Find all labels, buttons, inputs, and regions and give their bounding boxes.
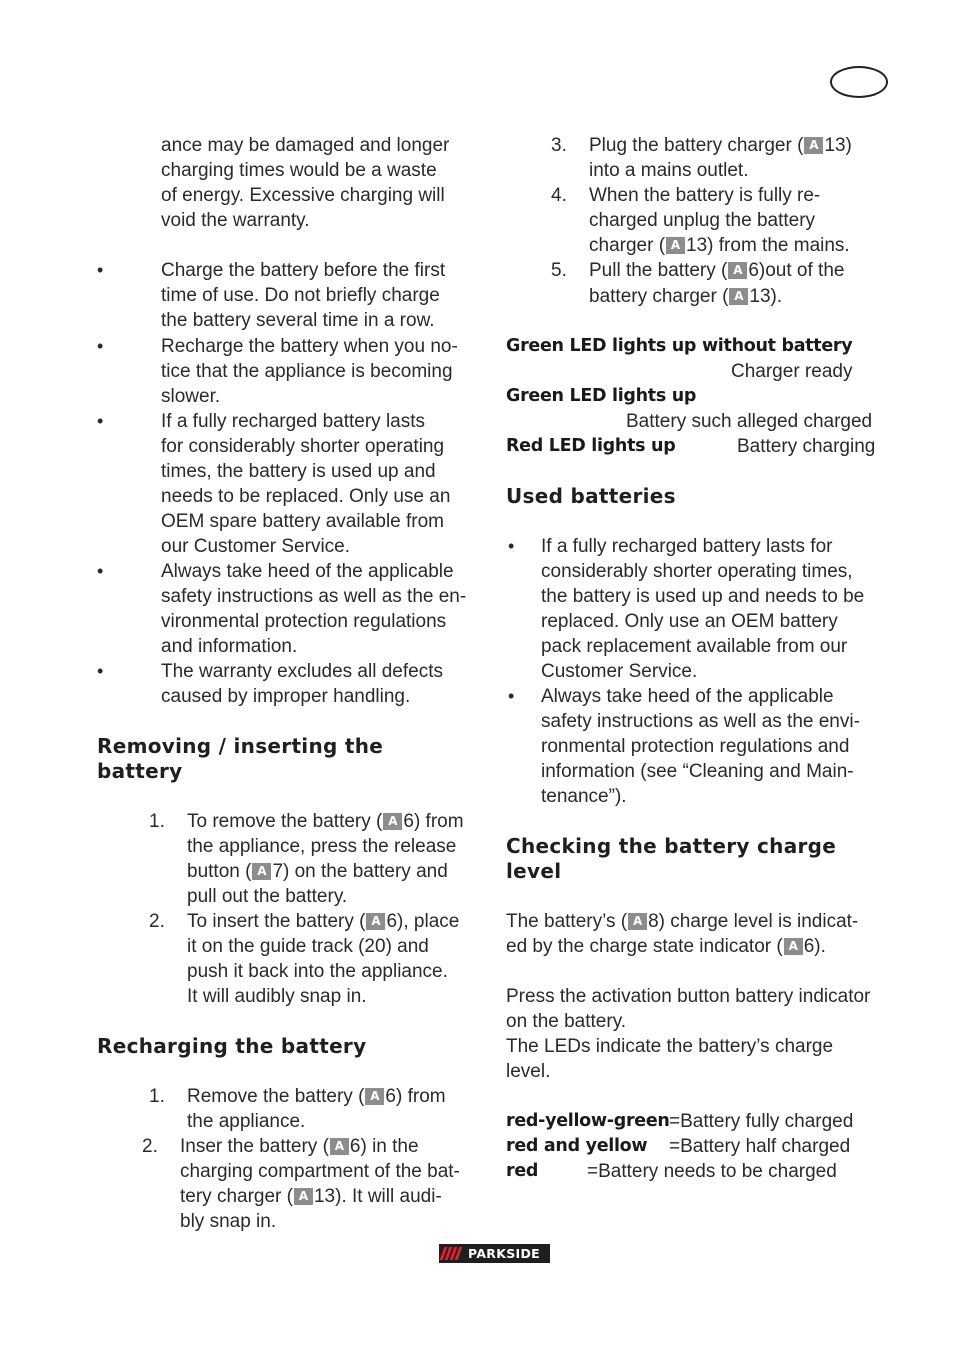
bullet-line: vironmental protection regulations — [161, 611, 447, 632]
bullet-line: The warranty excludes all defects — [161, 661, 443, 682]
step-line: the appliance, press the release — [187, 836, 457, 857]
bullet-dot: • — [508, 686, 515, 706]
bullet-line: OEM spare battery available from — [161, 511, 445, 532]
bullet-dot: • — [97, 336, 104, 356]
intro-line: charging times would be a waste — [161, 160, 437, 181]
step-line: Plug the battery charger ( A 13) — [589, 135, 852, 156]
paragraph-line: ed by the charge state indicator ( A 6). — [506, 936, 826, 957]
step-line: To remove the battery ( A 6) from — [187, 811, 464, 832]
step-number: 1. — [149, 811, 165, 832]
section-heading-checking: level — [506, 859, 562, 883]
led-label-green: Green LED lights up — [506, 386, 697, 406]
figure-a-icon: A — [728, 262, 747, 279]
level-desc: =Battery needs to be charged — [587, 1161, 837, 1182]
bullet-line: information (see “Cleaning and Main- — [541, 761, 854, 782]
led-desc-charger-ready: Charger ready — [731, 361, 853, 382]
step-number: 2. — [142, 1136, 158, 1157]
bullet-line: considerably shorter operating times, — [541, 561, 853, 582]
step-line: Inser the battery ( A 6) in the — [180, 1136, 419, 1157]
figure-a-icon: A — [784, 938, 803, 955]
bullet-line: safety instructions as well as the envi- — [541, 711, 860, 732]
led-desc-battery-charging: Battery charging — [737, 436, 876, 457]
step-line: Pull the battery ( A 6)out of the — [589, 260, 845, 281]
bullet-dot: • — [508, 536, 515, 556]
bullet-line: the battery several time in a row. — [161, 310, 435, 331]
step-line: To insert the battery ( A 6), place — [187, 911, 460, 932]
bullet-dot: • — [97, 561, 104, 581]
step-line: Remove the battery ( A 6) from — [187, 1086, 446, 1107]
logo-stripes-icon — [439, 1244, 468, 1263]
figure-a-icon: A — [365, 1088, 384, 1105]
bullet-line: caused by improper handling. — [161, 686, 411, 707]
bullet-line: If a fully recharged battery lasts for — [541, 536, 833, 557]
bullet-line: ronmental protection regulations and — [541, 736, 850, 757]
figure-a-icon: A — [628, 913, 647, 930]
figure-a-icon: A — [252, 863, 271, 880]
bullet-line: Charge the battery before the first — [161, 260, 446, 281]
step-line: It will audibly snap in. — [187, 986, 367, 1007]
paragraph-line: The LEDs indicate the battery’s charge — [506, 1036, 834, 1057]
step-line: tery charger ( A 13). It will audi- — [180, 1186, 442, 1207]
figure-a-icon: A — [666, 237, 685, 254]
section-heading-used-batteries: Used batteries — [506, 484, 676, 508]
step-line: button ( A 7) on the battery and — [187, 861, 448, 882]
step-line: When the battery is fully re- — [589, 185, 821, 206]
led-label-red: Red LED lights up — [506, 436, 676, 456]
bullet-line: If a fully recharged battery lasts — [161, 411, 426, 432]
bullet-line: for considerably shorter operating — [161, 436, 445, 457]
figure-a-icon: A — [330, 1138, 349, 1155]
bullet-line: times, the battery is used up and — [161, 461, 436, 482]
bullet-line: tice that the appliance is becoming — [161, 361, 453, 382]
section-heading-removing: Removing / inserting the — [97, 734, 384, 758]
step-line: into a mains outlet. — [589, 160, 749, 181]
figure-a-icon: A — [366, 913, 385, 930]
bullet-line: our Customer Service. — [161, 536, 351, 557]
bullet-dot: • — [97, 411, 104, 431]
intro-line: of energy. Excessive charging will — [161, 185, 445, 206]
step-line: the appliance. — [187, 1111, 306, 1132]
bullet-line: tenance”). — [541, 786, 627, 807]
level-label: red and yellow — [506, 1136, 648, 1156]
intro-line: ance may be damaged and longer — [161, 135, 450, 156]
section-heading-recharging: Recharging the battery — [97, 1034, 367, 1058]
paragraph-line: The battery’s ( A 8) charge level is indicat- — [506, 911, 859, 932]
step-line: charging compartment of the bat- — [180, 1161, 460, 1182]
led-desc-battery-charged: Battery such alleged charged — [626, 411, 873, 432]
bullet-line: safety instructions as well as the en- — [161, 586, 467, 607]
step-line: push it back into the appliance. — [187, 961, 448, 982]
parkside-logo — [439, 1244, 550, 1263]
step-line: it on the guide track (20) and — [187, 936, 429, 957]
step-number: 1. — [149, 1086, 165, 1107]
bullet-line: Always take heed of the applicable — [541, 686, 834, 707]
section-heading-checking: Checking the battery charge — [506, 834, 837, 858]
bullet-dot: • — [97, 260, 104, 280]
section-heading-removing: battery — [97, 759, 183, 783]
bullet-line: Recharge the battery when you no- — [161, 336, 458, 357]
intro-line: void the warranty. — [161, 210, 310, 231]
step-number: 2. — [149, 911, 165, 932]
paragraph-line: level. — [506, 1061, 551, 1082]
bullet-line: Always take heed of the applicable — [161, 561, 454, 582]
bullet-line: the battery is used up and needs to be — [541, 586, 865, 607]
bullet-line: Customer Service. — [541, 661, 698, 682]
led-label-green-no-battery: Green LED lights up without battery — [506, 336, 853, 356]
level-label: red — [506, 1161, 539, 1181]
step-line: charged unplug the battery — [589, 210, 816, 231]
bullet-line: slower. — [161, 386, 221, 407]
step-number: 4. — [551, 185, 567, 206]
level-desc: =Battery fully charged — [669, 1111, 854, 1132]
paragraph-line: Press the activation button battery indicator — [506, 986, 871, 1007]
bullet-dot: • — [97, 661, 104, 681]
step-line: battery charger ( A 13). — [589, 286, 783, 307]
logo-text: PARKSIDE — [468, 1246, 540, 1261]
step-number: 5. — [551, 260, 567, 281]
paragraph-line: on the battery. — [506, 1011, 627, 1032]
figure-a-icon: A — [294, 1188, 313, 1205]
step-number: 3. — [551, 135, 567, 156]
figure-a-icon: A — [383, 813, 402, 830]
level-desc: =Battery half charged — [669, 1136, 851, 1157]
figure-a-icon: A — [729, 288, 748, 305]
step-line: pull out the battery. — [187, 886, 348, 907]
bullet-line: time of use. Do not briefly charge — [161, 285, 440, 306]
level-label: red-yellow-green — [506, 1111, 670, 1131]
bullet-line: and information. — [161, 636, 298, 657]
bullet-line: needs to be replaced. Only use an — [161, 486, 451, 507]
step-line: charger ( A 13) from the mains. — [589, 235, 850, 256]
language-badge-oval — [830, 66, 888, 98]
figure-a-icon: A — [804, 137, 823, 154]
bullet-line: pack replacement available from our — [541, 636, 848, 657]
bullet-line: replaced. Only use an OEM battery — [541, 611, 838, 632]
step-line: bly snap in. — [180, 1211, 277, 1232]
